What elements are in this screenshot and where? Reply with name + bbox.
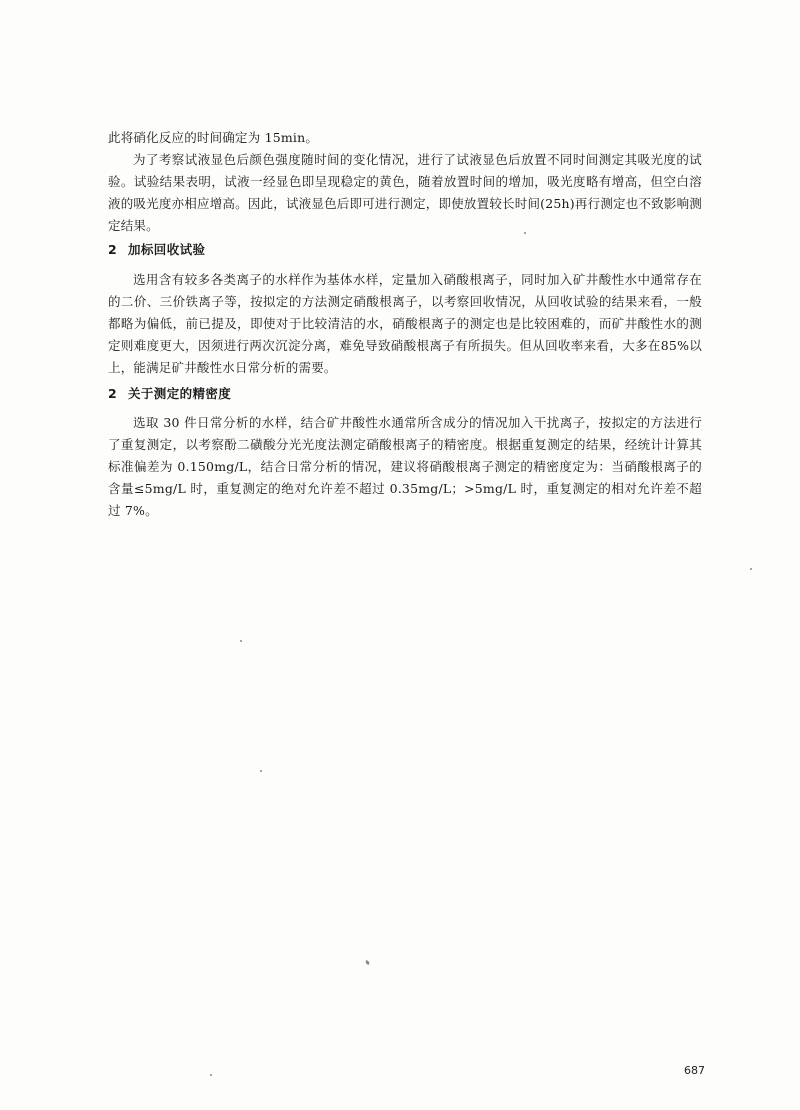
scan-speck [750, 568, 752, 570]
recovery-paragraph: 选用含有较多各类离子的水样作为基体水样，定量加入硝酸根离子，同时加入矿井酸性水中通常存在的二价、三价铁离子等，按拟定的方法测定硝酸根离子，以考察回收情况，从回收试验的结果来看，一般都略为偏低，前已提及，即使对于比较清洁的水，硝酸根离子的测定也是比较困难的，而矿井酸性水的测定则难度更大，因须进行两次沉淀分离，难免导致硝酸根离子有所损失。但从回收率来看，大多在85%以上，能满足矿井酸性水日常分析的需要。 [108, 272, 702, 375]
section-title: 关于测定的精密度 [128, 386, 232, 401]
section-number: 2 [108, 386, 118, 401]
recovery-text-block [108, 269, 702, 379]
section-title: 加标回收试验 [128, 242, 206, 257]
intro-text-block [108, 127, 702, 237]
intro-continuation-line: 此将硝化反应的时间确定为 15min。 [108, 130, 319, 145]
precision-paragraph: 选取 30 件日常分析的水样，结合矿井酸性水通常所含成分的情况加入干扰离子，按拟定的方法进行了重复测定，以考察酚二磺酸分光光度法测定硝酸根离子的精密度。根据重复测定的结果，经统计计算其标准偏差为 0.150mg/L，结合日常分析的情况，建议将硝酸根离子测定的精密度定为：当硝酸根离子的含量≤5mg/L 时，重复测定的绝对允许差不超过 0.35mg/L；>5mg/L 时，重复测定的相对允许差不超过 7%。 [108, 415, 702, 518]
scan-speck [210, 1074, 212, 1076]
intro-paragraph: 为了考察试液显色后颜色强度随时间的变化情况，进行了试液显色后放置不同时间测定其吸光度的试验。试验结果表明，试液一经显色即呈现稳定的黄色，随着放置时间的增加，吸光度略有增高，但空白溶液的吸光度亦相应增高。因此，试液显色后即可进行测定，即使放置较长时间(25h)再行测定也不致影响测定结果。 [108, 152, 702, 233]
scan-speck [260, 770, 262, 772]
scan-speck [365, 960, 370, 966]
section-heading-precision [108, 384, 231, 404]
section-number: 2 [108, 242, 118, 257]
section-heading-recovery [108, 240, 205, 260]
scan-speck [524, 232, 526, 234]
scan-speck [240, 640, 242, 642]
page-number: 687 [684, 1064, 705, 1077]
precision-text-block [108, 412, 702, 522]
